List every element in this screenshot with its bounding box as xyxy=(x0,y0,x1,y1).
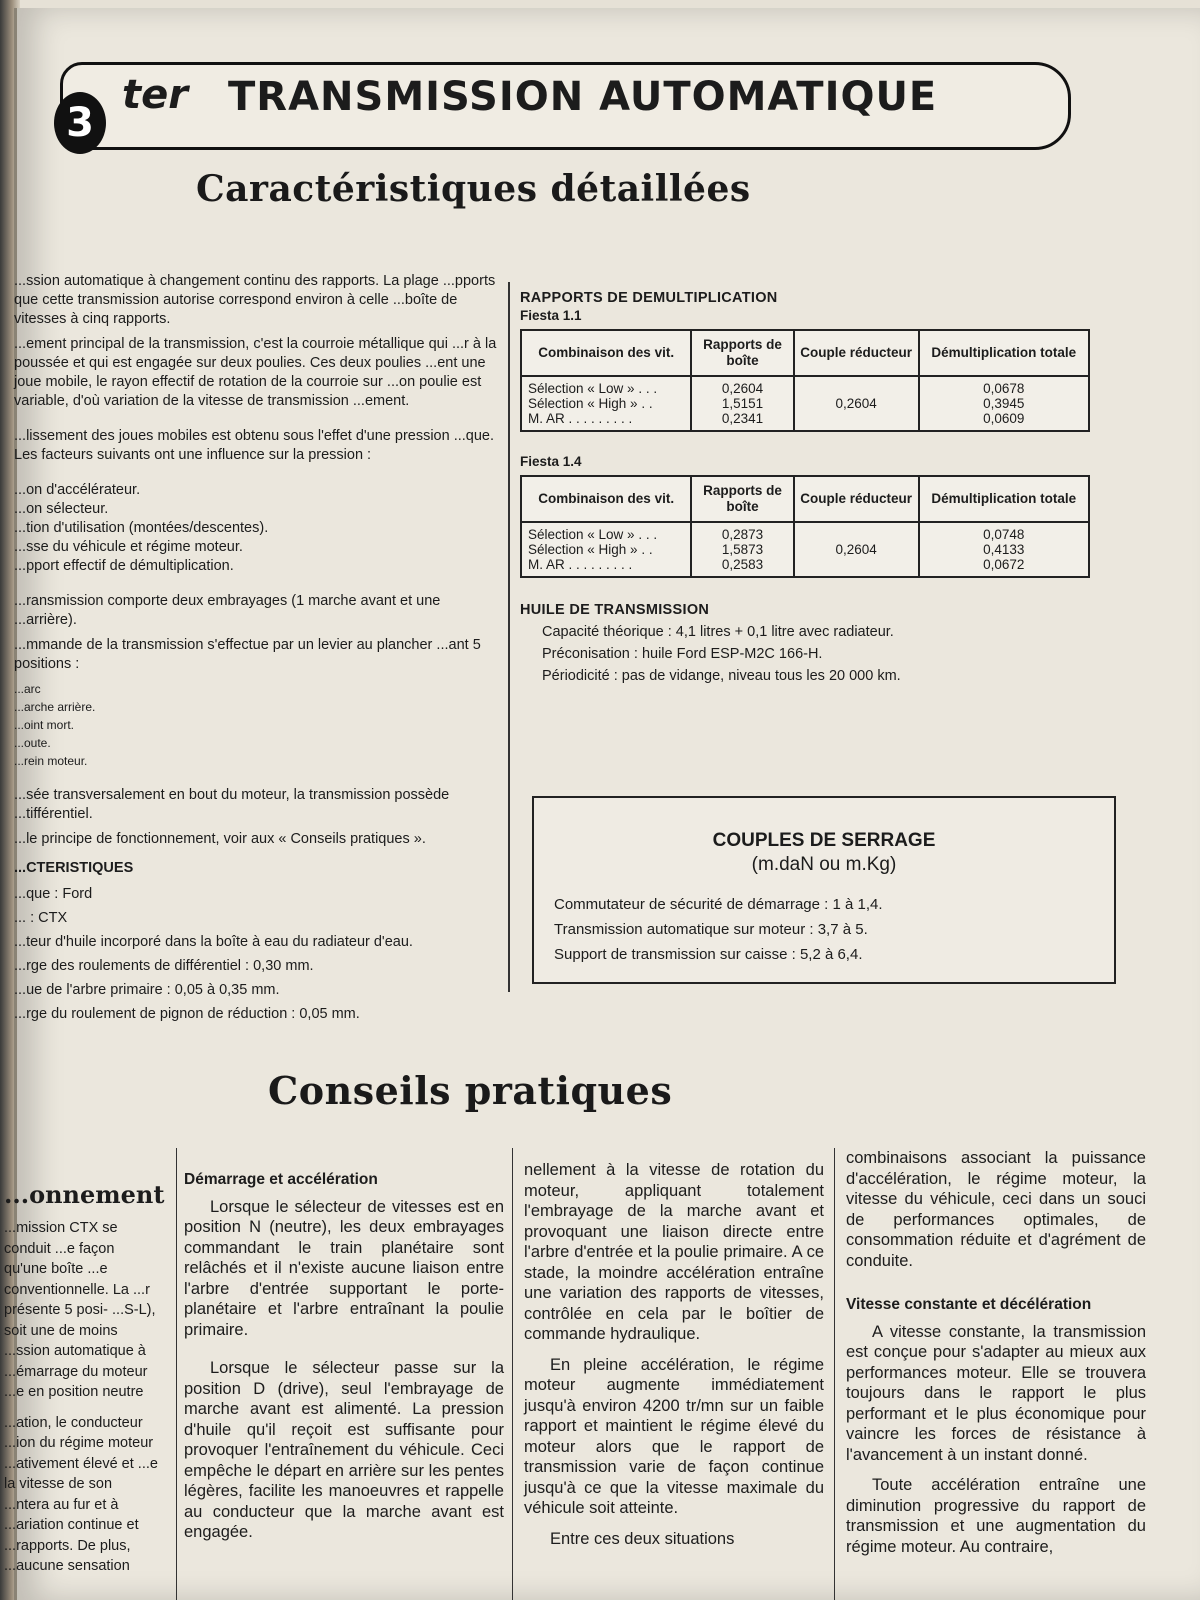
paragraph: ...ement principal de la transmission, c'est la courroie métallique qui ...r à la poussée et qui est engagée sur deux poulies. Ces deux poulies ...ent une joue mobile, le rayon effectif de rotation de la courroie sur ...on poulie est variable, d'où variation de la vitesse de transmission ...ement. xyxy=(14,336,497,409)
list-item: ...oute. xyxy=(14,736,51,750)
row-label: M. AR . . . . . . . . . xyxy=(528,557,633,572)
section-title-conseils: Conseils pratiques xyxy=(268,1068,673,1113)
cell-value: 0,0748 xyxy=(983,527,1025,542)
cell-value: 1,5873 xyxy=(721,542,764,557)
paragraph: combinaisons associant la puissance d'accélération, le régime moteur, la vitesse du véhicule, ceci dans un souci de performances optimales, de consommation réduite et d'agrément de conduite. xyxy=(846,1149,1146,1270)
table-cell xyxy=(521,522,691,577)
column-header: Rapports de boîte xyxy=(691,476,793,522)
list-item: ...rein moteur. xyxy=(14,754,88,768)
spec-item: ... : CTX xyxy=(14,910,68,926)
column-divider xyxy=(176,1148,177,1600)
column-header: Démultiplication totale xyxy=(919,330,1089,376)
column-header: Couple réducteur xyxy=(794,476,919,522)
paragraph: ...lissement des joues mobiles est obtenu sous l'effet d'une pression ...que. Les facteurs suivants ont une influence sur la pression : xyxy=(14,428,495,463)
cell-value: 0,2341 xyxy=(721,411,764,426)
oil-heading: HUILE DE TRANSMISSION xyxy=(520,602,710,618)
cell-value: 0,2583 xyxy=(721,557,764,572)
row-label: Sélection « Low » . . . xyxy=(528,381,658,396)
list-item: ...arche arrière. xyxy=(14,700,96,714)
spec-item: ...teur d'huile incorporé dans la boîte à eau du radiateur d'eau. xyxy=(14,934,413,950)
torque-line: Transmission automatique sur moteur : 3,7 à 5. xyxy=(554,921,868,938)
cell-value: 0,2604 xyxy=(721,381,764,396)
column-header: Rapports de boîte xyxy=(691,330,793,376)
oil-line: Périodicité : pas de vidange, niveau tous les 20 000 km. xyxy=(542,668,901,684)
list-item: ...pport effectif de démultiplication. xyxy=(14,558,234,574)
table-cell xyxy=(691,522,793,577)
fragment-column xyxy=(4,1218,160,1587)
paragraph: ...ation, le conducteur ...ion du régime moteur ...ativement élevé et ...e la vitesse de son ...ntera au fur et à ...ariation continue et ...rapports. De plus, ...aucune sensation xyxy=(4,1414,158,1574)
table-caption: Fiesta 1.4 xyxy=(520,454,582,469)
cell-value: 0,4133 xyxy=(983,542,1025,557)
list-item: ...arc xyxy=(14,682,41,696)
cell-value: 0,3945 xyxy=(983,396,1025,411)
spec-item: ...ue de l'arbre primaire : 0,05 à 0,35 mm. xyxy=(14,982,280,998)
ratio-table-fiesta-1-1 xyxy=(520,329,1090,432)
torque-line: Commutateur de sécurité de démarrage : 1 à 1,4. xyxy=(554,896,883,913)
paragraph: ...le principe de fonctionnement, voir aux « Conseils pratiques ». xyxy=(14,831,426,847)
table-row xyxy=(521,376,1089,431)
spec-item: ...que : Ford xyxy=(14,886,93,902)
table-cell xyxy=(919,522,1089,577)
table-cell xyxy=(919,376,1089,431)
characteristics-heading: ...CTERISTIQUES xyxy=(14,860,134,876)
column-divider xyxy=(508,282,510,992)
left-column xyxy=(14,272,500,1026)
torque-unit: (m.daN ou m.Kg) xyxy=(751,854,897,875)
chapter-title: TRANSMISSION AUTOMATIQUE xyxy=(228,74,938,120)
cell-value: 0,0678 xyxy=(983,381,1025,396)
conseils-column-3 xyxy=(846,1148,1146,1567)
row-label: Sélection « Low » . . . xyxy=(528,527,658,542)
paragraph: A vitesse constante, la transmission est conçue pour s'adapter au mieux aux performances moteur. Elle se trouvera toujours dans le rapport le plus performant et le plus économique pour vaincre les forces de résistance à l'avancement à un instant donné. xyxy=(846,1322,1146,1464)
column-header: Couple réducteur xyxy=(794,330,919,376)
table-caption: Fiesta 1.1 xyxy=(520,308,582,323)
paragraph: Entre ces deux situations xyxy=(550,1529,735,1548)
chapter-suffix: ter xyxy=(122,72,188,118)
cell-value: 1,5151 xyxy=(721,396,764,411)
table-row xyxy=(521,522,1089,577)
chapter-number-badge xyxy=(54,92,106,154)
factor-list xyxy=(14,481,500,576)
column-divider xyxy=(834,1148,835,1600)
paragraph: Lorsque le sélecteur de vitesses est en position N (neutre), les deux embrayages commandant le train planétaire sont relâchés et il n'existe aucune liaison entre l'arbre d'entrée supportant le porte-planétaire et l'arbre entraînant la poulie primaire. xyxy=(184,1197,504,1339)
section-title-caracteristiques: Caractéristiques détaillées xyxy=(196,168,751,210)
torque-title: COUPLES DE SERRAGE xyxy=(712,830,936,851)
column-header: Démultiplication totale xyxy=(919,476,1089,522)
row-label: Sélection « High » . . xyxy=(528,396,653,411)
spec-item: ...rge des roulements de différentiel : 0,30 mm. xyxy=(14,958,314,974)
paragraph: ...mmande de la transmission s'effectue par un levier au plancher ...ant 5 positions : xyxy=(14,637,481,672)
ratios-heading: RAPPORTS DE DEMULTIPLICATION xyxy=(520,290,778,306)
paragraph: Toute accélération entraîne une diminution progressive du rapport de transmission et une augmentation du régime moteur. Au contraire, xyxy=(846,1476,1146,1556)
paragraph: ...mission CTX se conduit ...e façon qu'une boîte ...e conventionnelle. La ...r présente 5 posi- ...S-L), soit une de moins ...ssion automatique à ...émarrage du moteur ...e en position neutre xyxy=(4,1220,156,1400)
table-cell xyxy=(691,376,793,431)
oil-section xyxy=(520,602,1090,684)
row-label: M. AR . . . . . . . . . xyxy=(528,411,633,426)
oil-line: Capacité théorique : 4,1 litres + 0,1 litre avec radiateur. xyxy=(542,624,894,640)
conseils-column-2 xyxy=(524,1160,824,1559)
fragment-heading: ...onnement xyxy=(4,1180,165,1209)
ratio-table-fiesta-1-4 xyxy=(520,475,1090,578)
conseils-column-1 xyxy=(184,1170,504,1553)
table-cell xyxy=(521,376,691,431)
column-header: Combinaison des vit. xyxy=(521,476,691,522)
position-list xyxy=(14,680,500,770)
cell-value: 0,0672 xyxy=(983,557,1025,572)
list-item: ...on sélecteur. xyxy=(14,501,109,517)
torque-box xyxy=(532,796,1116,984)
cell-value: 0,2873 xyxy=(721,527,764,542)
list-item: ...tion d'utilisation (montées/descentes). xyxy=(14,520,269,536)
paragraph: En pleine accélération, le régime moteur augmente immédiatement jusqu'à environ 4200 tr/mn sur un faible rapport et maintient le régime élevé du moteur alors que le rapport de transmission varie de façon continue jusqu'à ce que la vitesse maximale du véhicule soit atteinte. xyxy=(524,1355,824,1517)
paragraph: ...ssion automatique à changement continu des rapports. La plage ...pports que cette transmission autorise correspond environ à celle ...boîte de vitesses à cinq rapports. xyxy=(14,273,496,327)
row-label: Sélection « High » . . xyxy=(528,542,653,557)
spec-list xyxy=(14,882,500,1026)
paragraph: ...sée transversalement en bout du moteur, la transmission possède ...tifférentiel. xyxy=(14,787,450,822)
paragraph: Lorsque le sélecteur passe sur la position D (drive), seul l'embrayage de marche avant est alimenté. La pression d'huile qu'il reçoit est suffisante pour provoquer l'entraînement du véhicule. Ceci empêche le départ en arrière sur les pentes légères, facilite les manoeuvres et rappelle au conducteur que la marche avant est engagée. xyxy=(184,1359,504,1541)
table-cell: 0,2604 xyxy=(794,522,919,577)
list-item: ...sse du véhicule et régime moteur. xyxy=(14,539,243,555)
subheading: Démarrage et accélération xyxy=(184,1171,378,1188)
cell-value: 0,0609 xyxy=(983,411,1025,426)
paragraph: nellement à la vitesse de rotation du moteur, appliquant totalement l'embrayage de la marche avant et provoquant une liaison directe entre l'arbre d'entrée et la poulie primaire. A ce stade, la moindre accélération entraîne une variation des rapports de vitesses, contrôlée en cela par le boîtier de commande hydraulique. xyxy=(524,1161,824,1343)
subheading: Vitesse constante et décélération xyxy=(846,1296,1092,1313)
list-item: ...on d'accélérateur. xyxy=(14,482,141,498)
table-cell: 0,2604 xyxy=(794,376,919,431)
torque-lines xyxy=(554,892,1114,967)
column-header: Combinaison des vit. xyxy=(521,330,691,376)
torque-line: Support de transmission sur caisse : 5,2 à 6,4. xyxy=(554,946,863,963)
chapter-number: 3 xyxy=(66,100,94,146)
oil-line: Préconisation : huile Ford ESP-M2C 166-H. xyxy=(542,646,823,662)
list-item: ...oint mort. xyxy=(14,718,75,732)
right-column xyxy=(520,290,1090,684)
column-divider xyxy=(512,1148,513,1600)
paragraph: ...ransmission comporte deux embrayages (1 marche avant et une ...arrière). xyxy=(14,593,441,628)
spec-item: ...rge du roulement de pignon de réduction : 0,05 mm. xyxy=(14,1006,360,1022)
